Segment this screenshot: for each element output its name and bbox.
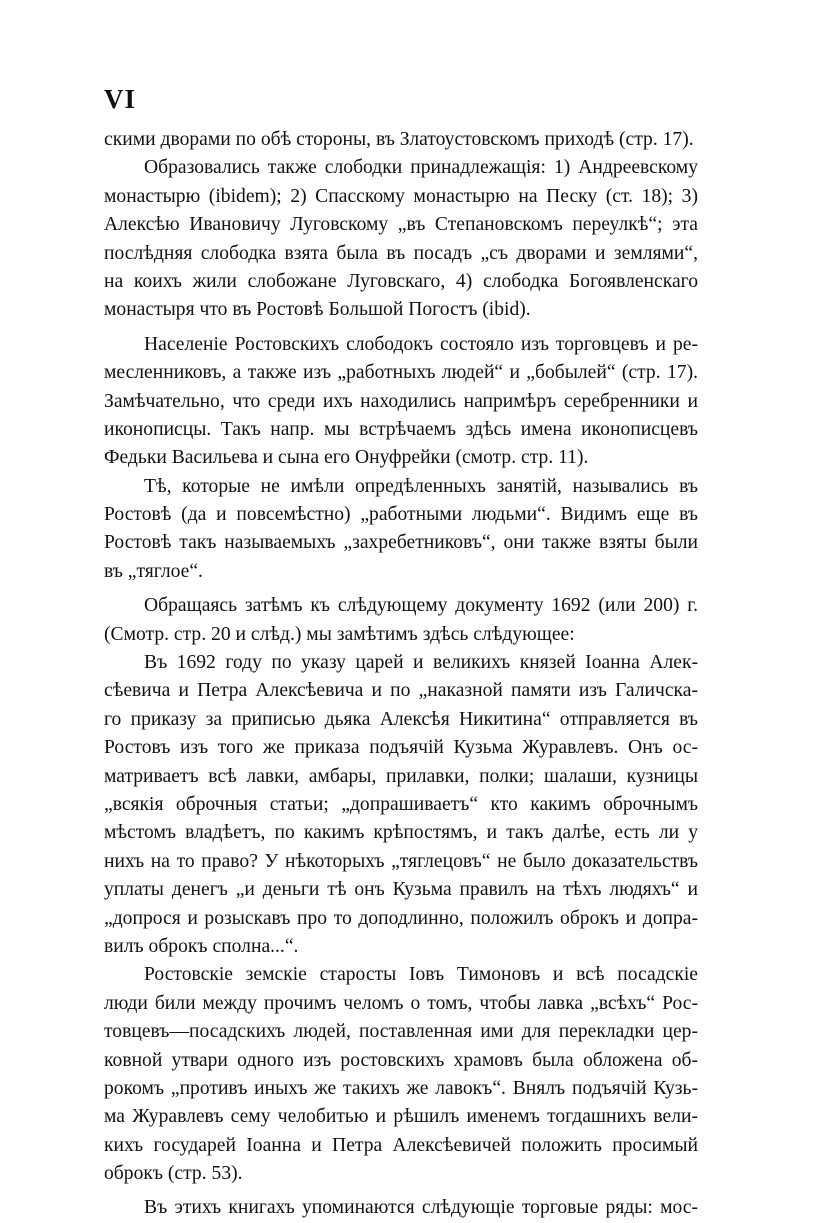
text-line: кихъ государей Іоанна и Петра Алексѣевичей положить просимый <box>104 1134 698 1156</box>
text-line: го приказу за приписью дьяка Алексѣя Никитина“ отправляется въ <box>104 708 698 730</box>
text-line: „всякія оброчныя статьи; „допрашиваетъ“ кто какимъ оброчнымъ <box>104 793 698 815</box>
text-line: „допрося и розыскавъ про то доподлинно, положилъ оброкъ и допра- <box>104 907 698 929</box>
text-line: Алексѣю Ивановичу Луговскому „въ Степановскомъ переулкѣ“; эта <box>104 214 698 236</box>
text-line: Ростовѣ (да и повсемѣстно) „работными людьми“. Видимъ еще въ <box>104 504 698 526</box>
paragraph-8 <box>104 1194 698 1222</box>
text-line: Въ этихъ книгахъ упоминаются слѣдующіе торговые ряды: мос- <box>144 1197 698 1219</box>
page-number: VI <box>104 84 137 114</box>
text-line: Ростовскіе земскіе старосты Іовъ Тимоновъ и всѣ посадскіе <box>144 964 698 986</box>
text-line: люди били между прочимъ челомъ о томъ, чтобы лавка „всѣхъ“ Рос- <box>104 992 698 1014</box>
paragraph-3 <box>104 331 698 473</box>
text-line: монастырю (ibidem); 2) Спасскому монастырю на Песку (ст. 18); 3) <box>104 185 698 207</box>
paragraph-5 <box>104 592 698 649</box>
text-line: оброкъ (стр. 53). <box>104 1163 243 1185</box>
text-line: мѣстомъ владѣетъ, по какимъ крѣпостямъ, и такъ далѣе, есть ли у <box>104 822 698 844</box>
paragraph-2 <box>104 154 698 324</box>
paragraph-6 <box>104 649 698 961</box>
text-line: послѣдняя слободка взята была въ посадъ „съ дворами и землями“, <box>104 242 698 264</box>
text-line: въ „тяглое“. <box>104 560 203 582</box>
text-line: нихъ на то право? У нѣкоторыхъ „тяглецовъ“ не было доказательствъ <box>104 850 698 872</box>
text-line: иконописцы. Такъ напр. мы встрѣчаемъ здѣсь имена иконописцевъ <box>104 418 698 440</box>
text-line: Ростовъ изъ того же приказа подъячій Кузьма Журавлевъ. Онъ ос- <box>104 737 698 759</box>
text-line: монастыря что въ Ростовѣ Большой Погостъ (ibid). <box>104 299 531 321</box>
text-line: Въ 1692 году по указу царей и великихъ князей Іоанна Алек- <box>144 652 698 674</box>
text-line: Ростовѣ такъ называемыхъ „захребетниковъ“, они также взяты были <box>104 532 698 554</box>
text-line: Обращаясь затѣмъ къ слѣдующему документу 1692 (или 200) г. <box>144 595 698 617</box>
text-line: вилъ оброкъ сполна...“. <box>104 935 299 957</box>
text-line: на коихъ жили слобожане Луговскаго, 4) слободка Богоявленскаго <box>104 270 698 292</box>
text-line: уплаты денегъ „и деньги тѣ онъ Кузьма правилъ на тѣхъ людяхъ“ и <box>104 879 698 901</box>
paragraph-4 <box>104 473 698 587</box>
text-line: матриваетъ всѣ лавки, амбары, прилавки, полки; шалаши, кузницы <box>104 765 698 787</box>
text-line: Образовались также слободки принадлежащія: 1) Андреевскому <box>144 157 698 179</box>
text-line: Федьки Васильева и сына его Онуфрейки (смотр. стр. 11). <box>104 447 589 469</box>
paragraph-1 <box>104 126 698 154</box>
text-line: ма Журавлевъ сему челобитью и рѣшилъ именемъ тогдашнихъ вели- <box>104 1106 698 1128</box>
paragraph-7 <box>104 961 698 1188</box>
text-line: (Смотр. стр. 20 и слѣд.) мы замѣтимъ здѣсь слѣдующее: <box>104 623 575 645</box>
text-line: Тѣ, которые не имѣли опредѣленныхъ занятій, назывались въ <box>144 475 698 497</box>
text-line: Замѣчательно, что среди ихъ находились напримѣръ серебренники и <box>104 390 698 412</box>
text-line: товцевъ—посадскихъ людей, поставленная ими для перекладки цер- <box>104 1021 698 1043</box>
text-line: ковной утвари одного изъ ростовскихъ храмовъ была обложена об- <box>104 1049 698 1071</box>
text-line: месленниковъ, а также изъ „работныхъ людей“ и „бобылей“ (стр. 17). <box>104 362 698 384</box>
text-line: Населеніе Ростовскихъ слободокъ состояло изъ торговцевъ и ре- <box>144 333 698 355</box>
body-text <box>104 126 698 1223</box>
text-line: сѣевича и Петра Алексѣевича и по „наказной памяти изъ Галичска- <box>104 680 698 702</box>
text-line: скими дворами по обѣ стороны, въ Златоустовскомъ приходѣ (стр. 17). <box>104 129 694 150</box>
text-line: рокомъ „противъ иныхъ же такихъ же лавокъ“. Внялъ подъячій Кузь- <box>104 1077 698 1099</box>
